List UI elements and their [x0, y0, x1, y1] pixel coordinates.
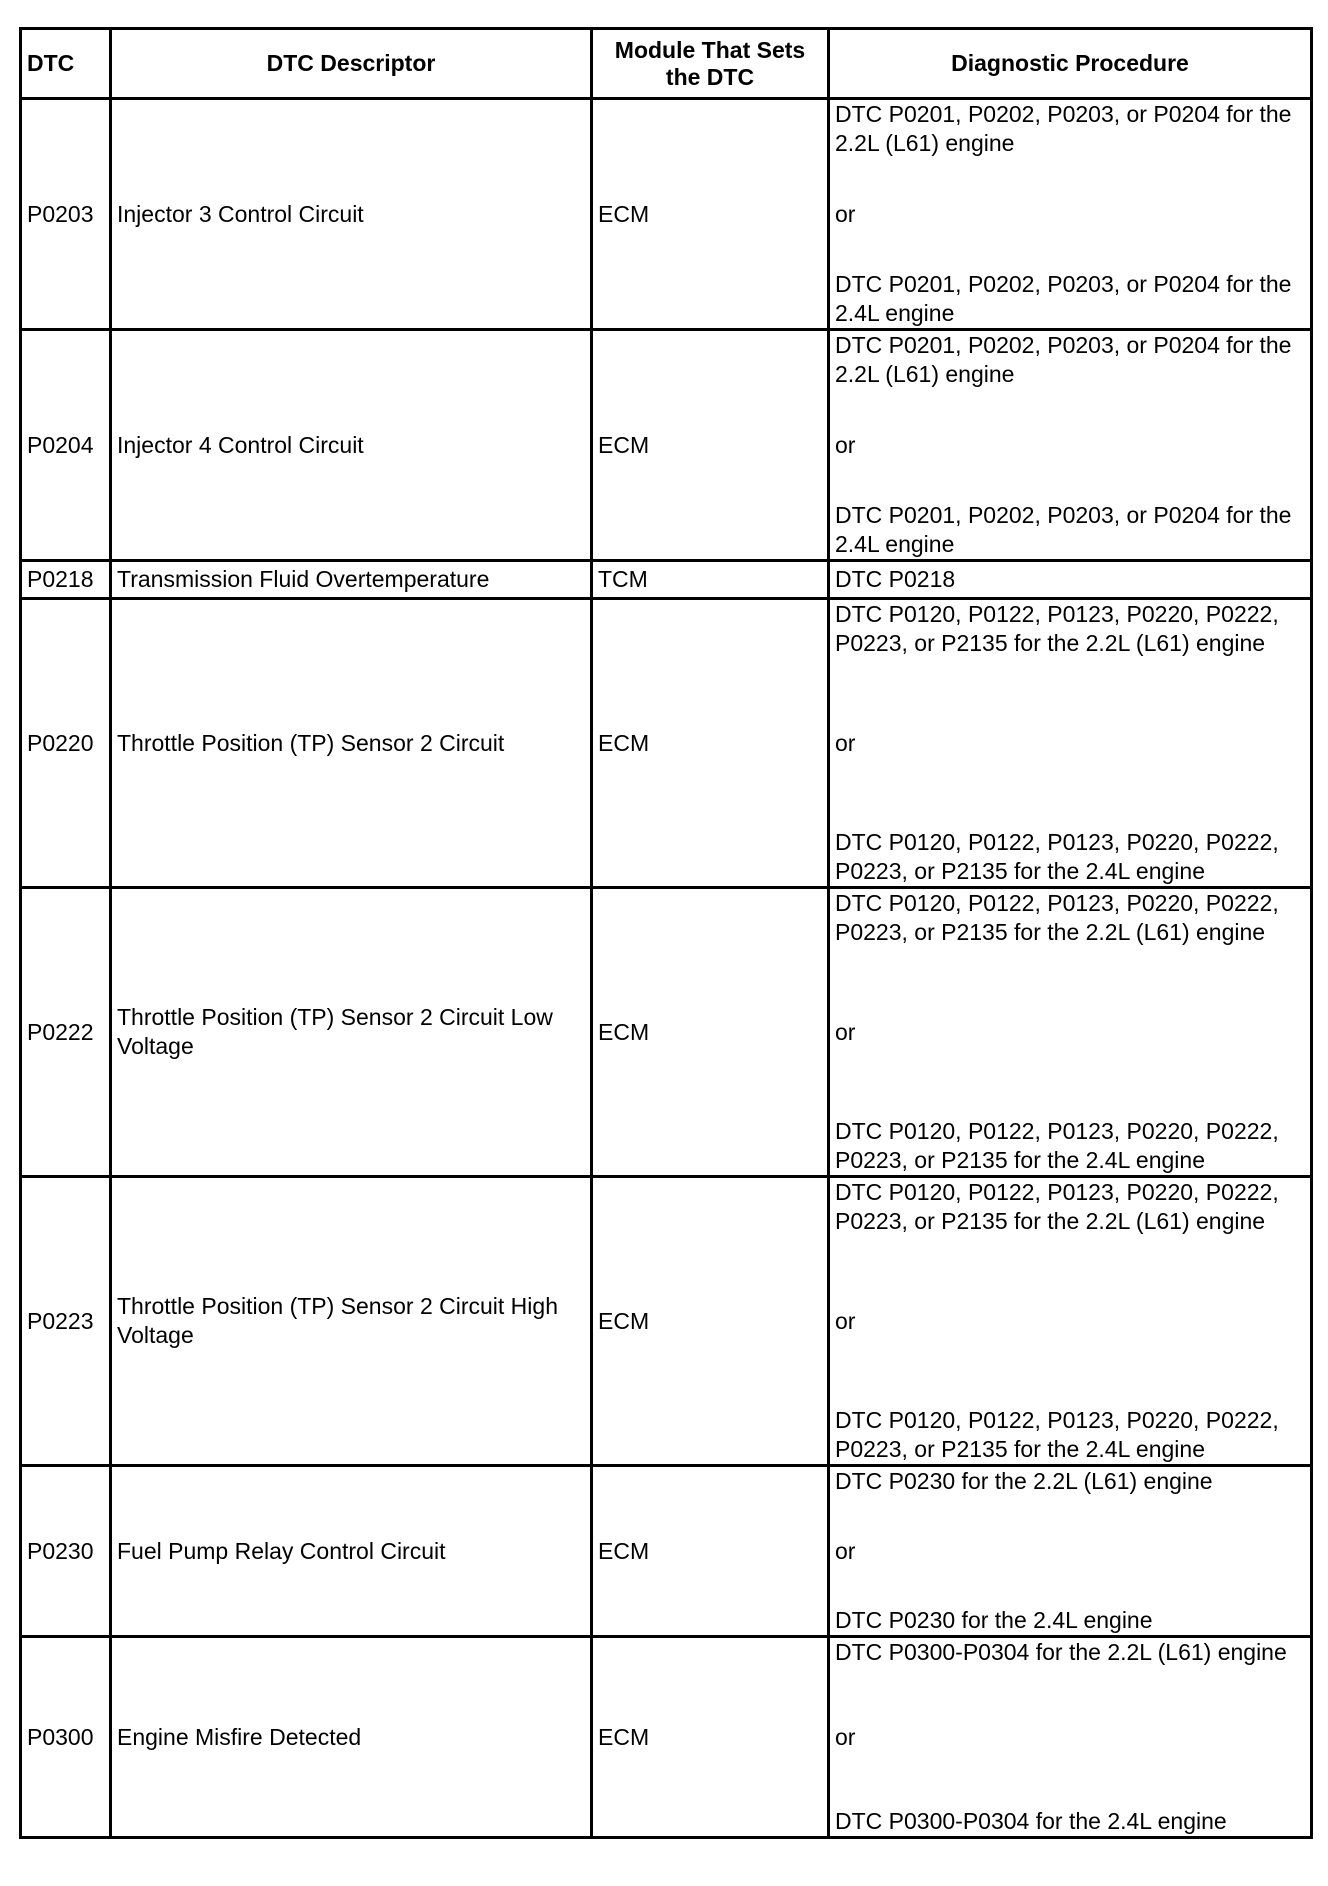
header-procedure: Diagnostic Procedure: [829, 29, 1312, 99]
descriptor-cell: Fuel Pump Relay Control Circuit: [111, 1466, 592, 1637]
table-row: [21, 330, 1312, 561]
procedure-cell: [829, 1466, 1312, 1637]
dtc-table: [19, 27, 1313, 1839]
procedure-or: or: [835, 200, 856, 227]
procedure-first: DTC P0120, P0122, P0123, P0220, P0222, P0223, or P2135 for the 2.2L (L61) engine: [835, 1179, 1279, 1234]
procedure-or: or: [835, 1307, 856, 1334]
dtc-cell: P0204: [21, 330, 111, 561]
module-cell: ECM: [592, 1466, 829, 1637]
header-descriptor: DTC Descriptor: [111, 29, 592, 99]
procedure-cell: DTC P0218: [829, 561, 1312, 599]
procedure-cell: [829, 99, 1312, 330]
procedure-second: DTC P0201, P0202, P0203, or P0204 for the 2.4L engine: [835, 271, 1292, 326]
dtc-cell: P0203: [21, 99, 111, 330]
descriptor-cell: Throttle Position (TP) Sensor 2 Circuit High Voltage: [111, 1177, 592, 1466]
dtc-cell: P0230: [21, 1466, 111, 1637]
procedure-second: DTC P0120, P0122, P0123, P0220, P0222, P0223, or P2135 for the 2.4L engine: [835, 1407, 1279, 1462]
table-row: [21, 888, 1312, 1177]
table-row: [21, 1637, 1312, 1838]
header-dtc: DTC: [21, 29, 111, 99]
procedure-cell: [829, 599, 1312, 888]
module-cell: ECM: [592, 330, 829, 561]
descriptor-cell: Injector 3 Control Circuit: [111, 99, 592, 330]
dtc-cell: P0220: [21, 599, 111, 888]
procedure-first: DTC P0201, P0202, P0203, or P0204 for the 2.2L (L61) engine: [835, 101, 1292, 156]
header-module-line2: the DTC: [665, 63, 755, 90]
procedure-first: DTC P0300-P0304 for the 2.2L (L61) engine: [835, 1639, 1287, 1665]
module-cell: ECM: [592, 599, 829, 888]
module-cell: TCM: [592, 561, 829, 599]
procedure-first: DTC P0230 for the 2.2L (L61) engine: [835, 1468, 1213, 1494]
procedure-second: DTC P0120, P0122, P0123, P0220, P0222, P0223, or P2135 for the 2.4L engine: [835, 829, 1279, 884]
module-cell: ECM: [592, 1177, 829, 1466]
descriptor-cell: Engine Misfire Detected: [111, 1637, 592, 1838]
dtc-cell: P0223: [21, 1177, 111, 1466]
procedure-second: DTC P0300-P0304 for the 2.4L engine: [835, 1808, 1227, 1834]
procedure-or: or: [835, 729, 856, 756]
procedure-second: DTC P0230 for the 2.4L engine: [835, 1607, 1153, 1633]
module-cell: ECM: [592, 99, 829, 330]
procedure-or: or: [835, 1537, 856, 1564]
procedure-first: DTC P0120, P0122, P0123, P0220, P0222, P0223, or P2135 for the 2.2L (L61) engine: [835, 890, 1279, 945]
procedure-second: DTC P0201, P0202, P0203, or P0204 for the 2.4L engine: [835, 502, 1292, 557]
dtc-cell: P0222: [21, 888, 111, 1177]
table-row: [21, 561, 1312, 599]
procedure-cell: [829, 888, 1312, 1177]
dtc-cell: P0218: [21, 561, 111, 599]
procedure-or: or: [835, 1018, 856, 1045]
procedure-or: or: [835, 1723, 856, 1750]
header-row: [21, 29, 1312, 99]
procedure-cell: [829, 1637, 1312, 1838]
procedure-first: DTC P0120, P0122, P0123, P0220, P0222, P0223, or P2135 for the 2.2L (L61) engine: [835, 601, 1279, 656]
table-row: [21, 99, 1312, 330]
header-module: [592, 29, 829, 99]
descriptor-cell: Throttle Position (TP) Sensor 2 Circuit: [111, 599, 592, 888]
descriptor-cell: Throttle Position (TP) Sensor 2 Circuit Low Voltage: [111, 888, 592, 1177]
dtc-cell: P0300: [21, 1637, 111, 1838]
procedure-first: DTC P0201, P0202, P0203, or P0204 for the 2.2L (L61) engine: [835, 332, 1292, 387]
header-module-line1: Module That Sets: [614, 36, 806, 63]
procedure-cell: [829, 330, 1312, 561]
descriptor-cell: Transmission Fluid Overtemperature: [111, 561, 592, 599]
table-row: [21, 1466, 1312, 1637]
procedure-cell: [829, 1177, 1312, 1466]
table-row: [21, 1177, 1312, 1466]
procedure-second: DTC P0120, P0122, P0123, P0220, P0222, P0223, or P2135 for the 2.4L engine: [835, 1118, 1279, 1173]
table-row: [21, 599, 1312, 888]
descriptor-cell: Injector 4 Control Circuit: [111, 330, 592, 561]
module-cell: ECM: [592, 1637, 829, 1838]
module-cell: ECM: [592, 888, 829, 1177]
procedure-or: or: [835, 431, 856, 458]
